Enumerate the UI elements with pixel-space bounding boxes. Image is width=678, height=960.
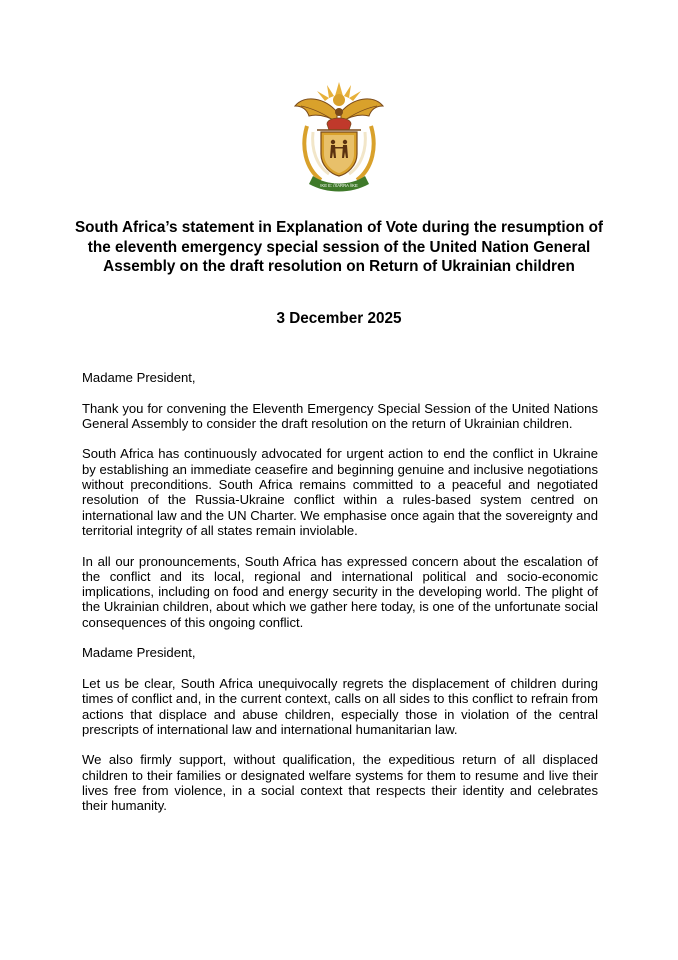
paragraph: Let us be clear, South Africa unequivocally regrets the displacement of children during times of conflict and, in the current context, calls on all sides to this conflict to refrain from actions that displace and abuse children, especially those in violation of the central prescripts of international law and international humanitarian law. — [82, 675, 598, 737]
paragraph: Thank you for convening the Eleventh Emergency Special Session of the United Nations General Assembly to consider the draft resolution on the return of Ukrainian children. — [82, 400, 598, 431]
document-title: South Africa’s statement in Explanation of Vote during the resumption of the eleventh emergency special session of the United Nation General Assembly on the draft resolution on Return of Ukrainian children — [74, 219, 604, 275]
coat-of-arms-icon — [287, 76, 391, 194]
paragraph: In all our pronouncements, South Africa has expressed concern about the escalation of the conflict and its local, regional and international political and socio-economic implications, including on food and energy security in the developing world. The plight of the Ukrainian children, about which we gather here today, is one of the unfortunate social consequences of this ongoing conflict. — [82, 553, 598, 630]
paragraph: South Africa has continuously advocated for urgent action to end the conflict in Ukraine by establishing an immediate ceasefire and beginning genuine and inclusive negotiations without preconditions. South Africa remains committed to a peaceful and negotiated resolution of the Russia-Ukraine conflict within a rules-based system centred on international law and the UN Charter. We emphasise once again that the sovereignty and territorial integrity of all states remain inviolable. — [82, 446, 598, 538]
document-body — [82, 370, 598, 829]
paragraph-salutation: Madame President, — [82, 370, 196, 385]
document-date: 3 December 2025 — [276, 310, 402, 327]
paragraph: We also firmly support, without qualification, the expeditious return of all displaced children to their families or designated welfare systems for them to resume and live their lives free from violence, in a social context that respects their identity and celebrates their humanity. — [82, 752, 598, 814]
crest-motto: !KE E: /XARRA //KE — [320, 183, 358, 188]
paragraph-salutation: Madame President, — [82, 645, 196, 661]
